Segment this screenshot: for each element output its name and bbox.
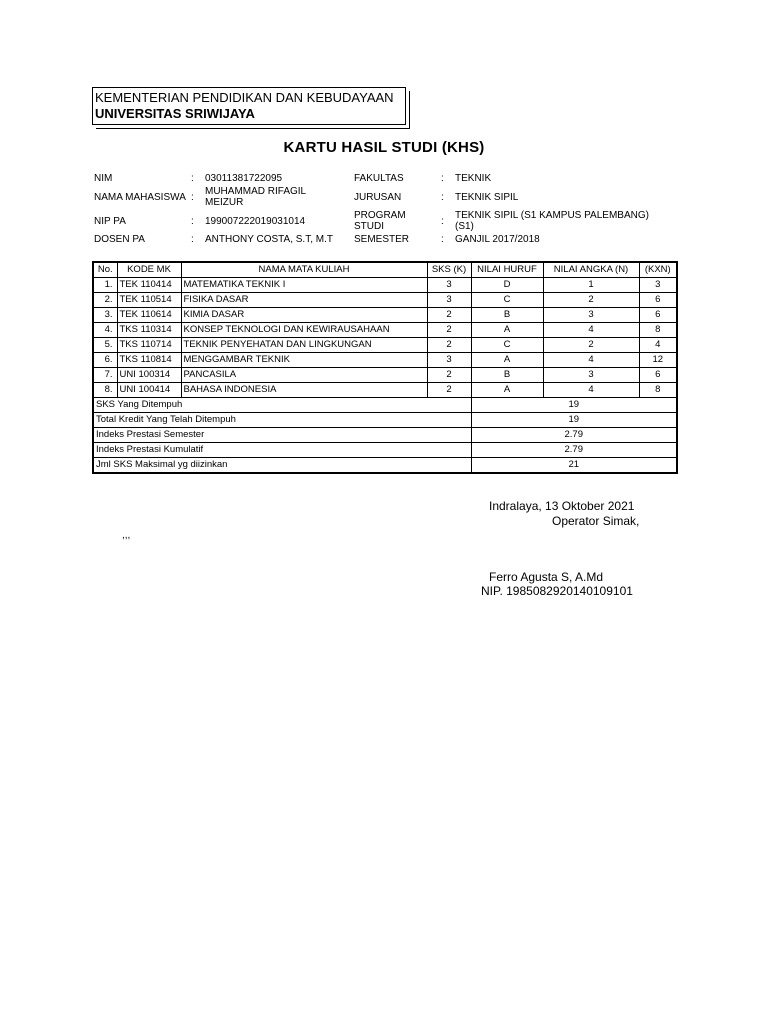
row-kxn: 8 bbox=[639, 323, 677, 338]
row-sks: 2 bbox=[427, 338, 471, 353]
summary-label: Jml SKS Maksimal yg diizinkan bbox=[93, 458, 471, 474]
summary-value: 2.79 bbox=[471, 443, 677, 458]
row-kode: TKS 110814 bbox=[117, 353, 181, 368]
nama-colon: : bbox=[191, 192, 194, 203]
summary-row-sks-maksimal bbox=[93, 458, 677, 474]
row-angka: 2 bbox=[543, 338, 639, 353]
row-sks: 3 bbox=[427, 278, 471, 293]
row-sks: 2 bbox=[427, 368, 471, 383]
grades-table bbox=[92, 261, 678, 474]
row-nama: PANCASILA bbox=[181, 368, 427, 383]
row-nama: BAHASA INDONESIA bbox=[181, 383, 427, 398]
row-kode: TKS 110314 bbox=[117, 323, 181, 338]
semester-colon: : bbox=[441, 234, 444, 245]
row-angka: 3 bbox=[543, 368, 639, 383]
dosen-pa-colon: : bbox=[191, 234, 194, 245]
row-kode: UNI 100414 bbox=[117, 383, 181, 398]
row-angka: 2 bbox=[543, 293, 639, 308]
row-no: 1. bbox=[93, 278, 117, 293]
nim-label: NIM bbox=[94, 173, 113, 184]
row-angka: 4 bbox=[543, 323, 639, 338]
summary-label: Indeks Prestasi Kumulatif bbox=[93, 443, 471, 458]
row-sks: 2 bbox=[427, 323, 471, 338]
summary-row-ips bbox=[93, 428, 677, 443]
row-huruf: D bbox=[471, 278, 543, 293]
nama-label: NAMA MAHASISWA bbox=[94, 192, 186, 203]
row-nama: KIMIA DASAR bbox=[181, 308, 427, 323]
row-kxn: 3 bbox=[639, 278, 677, 293]
left-mark: ,,, bbox=[122, 530, 131, 541]
row-no: 3. bbox=[93, 308, 117, 323]
row-kxn: 6 bbox=[639, 293, 677, 308]
row-no: 7. bbox=[93, 368, 117, 383]
signature-role: Operator Simak, bbox=[552, 514, 640, 528]
row-huruf: C bbox=[471, 338, 543, 353]
summary-value: 19 bbox=[471, 413, 677, 428]
table-row bbox=[93, 353, 677, 368]
fakultas-label: FAKULTAS bbox=[354, 173, 404, 184]
table-row bbox=[93, 308, 677, 323]
row-huruf: A bbox=[471, 383, 543, 398]
institution-header bbox=[92, 87, 406, 125]
header-kode-mk: KODE MK bbox=[117, 262, 181, 278]
program-studi-label: PROGRAM STUDI bbox=[354, 210, 406, 232]
table-header-row bbox=[93, 262, 677, 278]
dosen-pa-value: ANTHONY COSTA, S.T, M.T bbox=[205, 234, 333, 245]
summary-label: Total Kredit Yang Telah Ditempuh bbox=[93, 413, 471, 428]
row-sks: 3 bbox=[427, 293, 471, 308]
summary-value: 19 bbox=[471, 398, 677, 413]
row-angka: 4 bbox=[543, 353, 639, 368]
row-no: 8. bbox=[93, 383, 117, 398]
fakultas-colon: : bbox=[441, 173, 444, 184]
row-sks: 2 bbox=[427, 383, 471, 398]
row-kxn: 6 bbox=[639, 308, 677, 323]
table-row bbox=[93, 323, 677, 338]
row-angka: 1 bbox=[543, 278, 639, 293]
row-huruf: B bbox=[471, 368, 543, 383]
row-no: 6. bbox=[93, 353, 117, 368]
nip-pa-colon: : bbox=[191, 216, 194, 227]
jurusan-value: TEKNIK SIPIL bbox=[455, 192, 519, 203]
jurusan-colon: : bbox=[441, 192, 444, 203]
row-kxn: 4 bbox=[639, 338, 677, 353]
row-sks: 2 bbox=[427, 308, 471, 323]
row-kode: TEK 110514 bbox=[117, 293, 181, 308]
summary-row-ipk bbox=[93, 443, 677, 458]
summary-label: SKS Yang Ditempuh bbox=[93, 398, 471, 413]
row-huruf: B bbox=[471, 308, 543, 323]
fakultas-value: TEKNIK bbox=[455, 173, 492, 184]
jurusan-label: JURUSAN bbox=[354, 192, 402, 203]
row-angka: 4 bbox=[543, 383, 639, 398]
row-kxn: 12 bbox=[639, 353, 677, 368]
row-kxn: 8 bbox=[639, 383, 677, 398]
semester-label: SEMESTER bbox=[354, 234, 410, 245]
header-kxn: (KXN) bbox=[639, 262, 677, 278]
row-nama: MATEMATIKA TEKNIK I bbox=[181, 278, 427, 293]
row-no: 2. bbox=[93, 293, 117, 308]
nama-value: MUHAMMAD RIFAGIL MEIZUR bbox=[205, 186, 306, 208]
row-nama: TEKNIK PENYEHATAN DAN LINGKUNGAN bbox=[181, 338, 427, 353]
row-kode: TKS 110714 bbox=[117, 338, 181, 353]
header-nama-mata-kuliah: NAMA MATA KULIAH bbox=[181, 262, 427, 278]
summary-row-sks-ditempuh bbox=[93, 398, 677, 413]
header-nilai-angka: NILAI ANGKA (N) bbox=[543, 262, 639, 278]
table-row bbox=[93, 338, 677, 353]
header-sks: SKS (K) bbox=[427, 262, 471, 278]
program-studi-colon: : bbox=[441, 216, 444, 227]
row-huruf: A bbox=[471, 353, 543, 368]
table-row bbox=[93, 368, 677, 383]
ministry-name: KEMENTERIAN PENDIDIKAN DAN KEBUDAYAAN bbox=[95, 90, 394, 105]
row-kode: TEK 110614 bbox=[117, 308, 181, 323]
summary-value: 21 bbox=[471, 458, 677, 474]
summary-value: 2.79 bbox=[471, 428, 677, 443]
summary-row-total-kredit bbox=[93, 413, 677, 428]
row-nama: FISIKA DASAR bbox=[181, 293, 427, 308]
table-row bbox=[93, 293, 677, 308]
nip-pa-value: 199007222019031014 bbox=[205, 216, 306, 227]
university-name: UNIVERSITAS SRIWIJAYA bbox=[95, 106, 255, 121]
summary-label: Indeks Prestasi Semester bbox=[93, 428, 471, 443]
nip-pa-label: NIP PA bbox=[94, 216, 126, 227]
header-nilai-huruf: NILAI HURUF bbox=[471, 262, 543, 278]
dosen-pa-label: DOSEN PA bbox=[94, 234, 145, 245]
row-no: 5. bbox=[93, 338, 117, 353]
row-kxn: 6 bbox=[639, 368, 677, 383]
signature-name: Ferro Agusta S, A.Md bbox=[489, 570, 604, 584]
row-huruf: C bbox=[471, 293, 543, 308]
table-row bbox=[93, 278, 677, 293]
signature-place-date: Indralaya, 13 Oktober 2021 bbox=[489, 499, 635, 513]
signature-nip: NIP. 198508292014010910​1 bbox=[481, 584, 633, 598]
row-angka: 3 bbox=[543, 308, 639, 323]
nim-colon: : bbox=[191, 173, 194, 184]
semester-value: GANJIL 2017/2018 bbox=[455, 234, 540, 245]
document-title: KARTU HASIL STUDI (KHS) bbox=[283, 139, 485, 156]
nim-value: 03011381722095 bbox=[205, 173, 283, 184]
row-kode: UNI 100314 bbox=[117, 368, 181, 383]
row-huruf: A bbox=[471, 323, 543, 338]
row-kode: TEK 110414 bbox=[117, 278, 181, 293]
row-sks: 3 bbox=[427, 353, 471, 368]
row-nama: KONSEP TEKNOLOGI DAN KEWIRAUSAHAAN bbox=[181, 323, 427, 338]
table-row bbox=[93, 383, 677, 398]
row-nama: MENGGAMBAR TEKNIK bbox=[181, 353, 427, 368]
header-no: No. bbox=[93, 262, 117, 278]
row-no: 4. bbox=[93, 323, 117, 338]
program-studi-value: TEKNIK SIPIL (S1 KAMPUS PALEMBANG) (S1) bbox=[455, 210, 649, 232]
